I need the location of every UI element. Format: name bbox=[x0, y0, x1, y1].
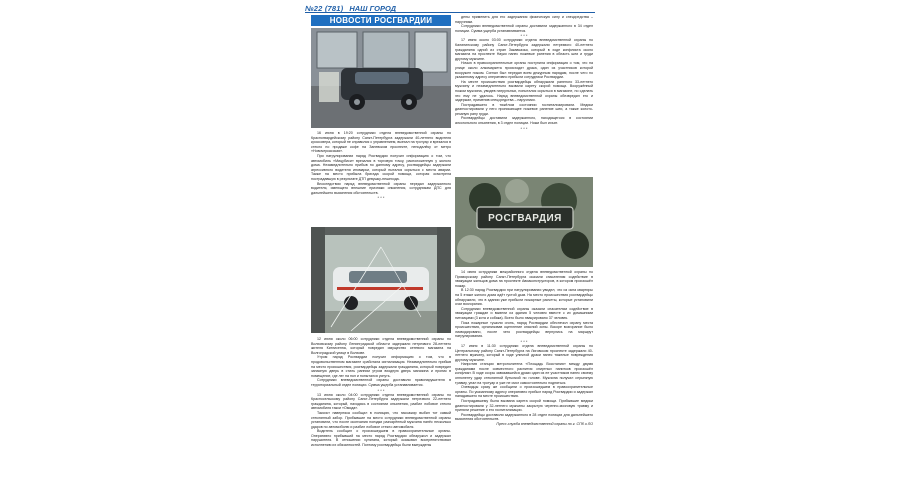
paragraph: Сотрудники вневедомственной охраны доставили задержанного в 34 отдел полиции. Сумма ущерба устанавливается. bbox=[455, 24, 593, 33]
paragraph: Сотрудники вневедомственной охраны доставили правонарушителя в территориальный отдел полиции. Сумма ущерба устанавливается. bbox=[311, 378, 451, 387]
paragraph: Ночью в правоохранительные органы поступила информация о том, что на улице около алкомаркета происходит драка, один из участников которой вооружен ножом. Сигнал был передан всем дежурным нарядам, после чего по указанному адресу оперативно прибыли сотрудники Росгвардии. bbox=[455, 61, 593, 80]
car-crash-illustration bbox=[311, 28, 451, 128]
paragraph: На месте происшествия росгвардейцы обнаружили раненого 33-летнего мужчину и незамедлительно вызвали карету скорой помощи. Вооружённый ножом мужчина, увидев патрульных, попытался скрыться в магазине, но сделать это ему не удалось. Наряд вневедомственной охраны обезвредил его и задержал, применив спецсредства – наручники. bbox=[455, 79, 593, 103]
paragraph: В 12:30 наряд Росгвардии при патрулировании увидел, что из окна квартиры на 5 этаже жилого дома идёт густой дым. На место происшествия росгвардейцы обнаружили, что в здании уже прибыли пожарные расчеты, которые установили очаг возгорания. bbox=[455, 288, 593, 307]
issue-number: №22 (781) bbox=[305, 3, 344, 13]
paragraph: Водитель сообщил о произошедшем в правоохранительные органы. Оперативно прибывший на место наряд Росгвардии обнаружил и задержал нарушителя. В отношении хулигана, который оказывал воспрепятствовал исполнению их обязанностей. Поэтому росгвардейцы были вынуждены bbox=[311, 429, 451, 448]
paragraph: Пострадавшего в тяжёлом состоянии госпитализировали. Медики диагностировали у него проникающее ножевое ранение шеи, а также колото-резаную рану груди. bbox=[455, 102, 593, 116]
paragraph: Сотрудники вневедомственной охраны оказали спасателям содействие в эвакуации граждан и вывели из здания 5 человек вместе с их домашними питомцами (3 кота и собака). Всего было эвакуировано 37 человек. bbox=[455, 306, 593, 320]
newspaper-page bbox=[305, 0, 595, 500]
press-service-credit: Пресс-служба вневедомственной охраны по г. СПб и ЛО bbox=[496, 422, 593, 426]
paragraph: 17 июня в 11:30 сотрудники отдела вневедомственной охраны по Центральному району Санкт-Петербурга на Лиговском проспекте задержали 40-летнего мужчину, который в ходе уличной драки нанес тяжелые повреждения другому мужчине. bbox=[455, 343, 593, 362]
paragraph: Впоследствии наряд вневедомственной охраны передал задержанного водителя, имеющего внешние признаки опьянения, сотрудникам ДПС для дальнейшего выяснения обстоятельств. bbox=[311, 181, 451, 195]
paragraph: Росгвардейцы доставили задержанного, находящегося в состоянии алкогольного опьянения, в 3 отдел полиции. Ножи был изъят. bbox=[455, 116, 593, 126]
separator-stars: * * * bbox=[520, 338, 528, 344]
taxi-illustration bbox=[311, 227, 451, 333]
paragraph: Утром наряд Росгвардии получил информацию о том, что в продовольственном магазине сработала сигнализация. Незамедлительно прибыв на место происшествия, росгвардейцы задержали гражданина, который повредил запасную дверь в стиль ранним утром входную дверь магазина и проник в помещение, где лег на пол и попытался уснуть. bbox=[311, 355, 451, 378]
article-fire-and-fight bbox=[455, 270, 593, 499]
paragraph: 14 июня сотрудники межрайонного отдела вневедомственной охраны по Приморскому району Санкт-Петербурга оказали спасателям содействие в эвакуации жильцов дома на проспекте Авиаконструкторов, в котором произошёл пожар. bbox=[455, 270, 593, 288]
separator-stars: * * * bbox=[520, 33, 528, 39]
paragraph: 13 июня около 04:00 сотрудники отдела вневедомственной охраны по Красносельскому району Санкт-Петербурга задержали нетрезвого 22-летнего гражданина, который, находясь в состоянии опьянения, разбил лобовое стекло автомобиля такси «Омода». bbox=[311, 392, 451, 411]
photo-car-crash bbox=[311, 28, 451, 128]
patch-text: РОСГВАРДИЯ bbox=[488, 212, 562, 224]
article-volkhov-store bbox=[311, 337, 451, 499]
paragraph: Таксист наверняка сообщил в полицию, что пассажир выбил тот самый стеклянный забор. Прибывшие на место сотрудники вневедомственной охраны установили, что после окончания поездки разъярённый мужчина нанёс несколько ударов по автомобилю и разбил лобовое стекло автомобиля. bbox=[311, 410, 451, 429]
paragraph: 17 июня около 03:00 сотрудники отдела вневедомственной охраны по Калининскому району Санкт-Петербурга задержали нетрезвого 40-летнего гражданина одной из стран Закавказья, который в ходе конфликта около магазина на проспекте Науки нанес ножевые ранения в область шеи и груди другому мужчине. bbox=[455, 38, 593, 61]
paragraph: 12 июня около 06:00 сотрудники отдела вневедомственной охраны по Волховскому району Ленинградской области задержали нетрезвого 28-летнего жителя Кингисеппа, который повредил имущество сетевого магазина на Волгоградской улице в Волхове. bbox=[311, 337, 451, 355]
photo-rosgvardia-patch bbox=[455, 177, 593, 267]
paragraph: 16 июня в 19:20 сотрудники отдела вневедомственной охраны по Красногвардейскому району Санкт-Петербурга задержали 40-летнего водителя кроссовера, который не справился с управлением, выехал на тротуар и врезался в стекло по продаже кофе на Заневском проспекте, неподалёку от метро «Новочеркасская». bbox=[311, 131, 451, 154]
article-kalininsky-stabbing bbox=[455, 15, 593, 175]
photo-taxi-broken-glass bbox=[311, 227, 451, 333]
paragraph: Пока пожарные тушили огонь, наряд Росгвардии обеспечил охрану места происшествия, организовав оцепление опасной зоны. Вскоре возгорание было ликвидировано, после чего росгвардейцы вернулись на маршрут патрулирования. bbox=[455, 320, 593, 339]
paragraph: Очевидцы сразу же сообщили о произошедшем в правоохранительные органы. По указанному адресу оперативно прибыл наряд Росгвардии и задержал нападавшего на месте происшествия. bbox=[455, 385, 593, 399]
separator-stars: * * * bbox=[520, 125, 528, 131]
paragraph: При патрулировании наряд Росгвардии получил информацию о том, что автомобиль «Мицубиси» врезался в торговую точку, расположенную у жилого дома. Незамедлительно прибыв по данному адресу, росгвардейцы задержали агрессивного водителя иномарки, который пытался скрыться с места аварии. Также на место прибыла бригада скорой помощи, которая осмотрела пострадавшую в результате ДТП девушку-пешехода. bbox=[311, 153, 451, 181]
paragraph: Напротив станции метрополитена «Площадь Восстания» между двумя гражданами после совместного распития спиртных напитков произошёл конфликт. В ходе ссоры завязавшейся драки один из ее участников нанес своему оппоненту удар стеклянной бутылкой по голове. Мужчина получил серьезную травму, упал на тротуар и уже не смог самостоятельно подняться. bbox=[455, 362, 593, 385]
article-car-crash bbox=[311, 131, 451, 226]
separator-stars: * * * bbox=[377, 387, 385, 393]
paragraph: Пострадавшему была вызвана карета скорой помощи. Прибывшие медики диагностировали у 32-летнего мужчины закрытую черепно-мозговую травму и приняли решение о его госпитализации. bbox=[455, 399, 593, 413]
header-rule bbox=[305, 12, 595, 13]
paragraph: Росгвардейцы доставили задержанного в 28 отдел полиции для дальнейшего выяснения обстоятельств. bbox=[455, 412, 593, 422]
section-name: НАШ ГОРОД bbox=[349, 3, 397, 13]
paragraph: дены применить для его задержания физическую силу и спецсредства – наручники. bbox=[455, 15, 593, 24]
separator-stars: * * * bbox=[377, 195, 385, 201]
section-banner: НОВОСТИ РОСГВАРДИИ bbox=[311, 15, 451, 26]
